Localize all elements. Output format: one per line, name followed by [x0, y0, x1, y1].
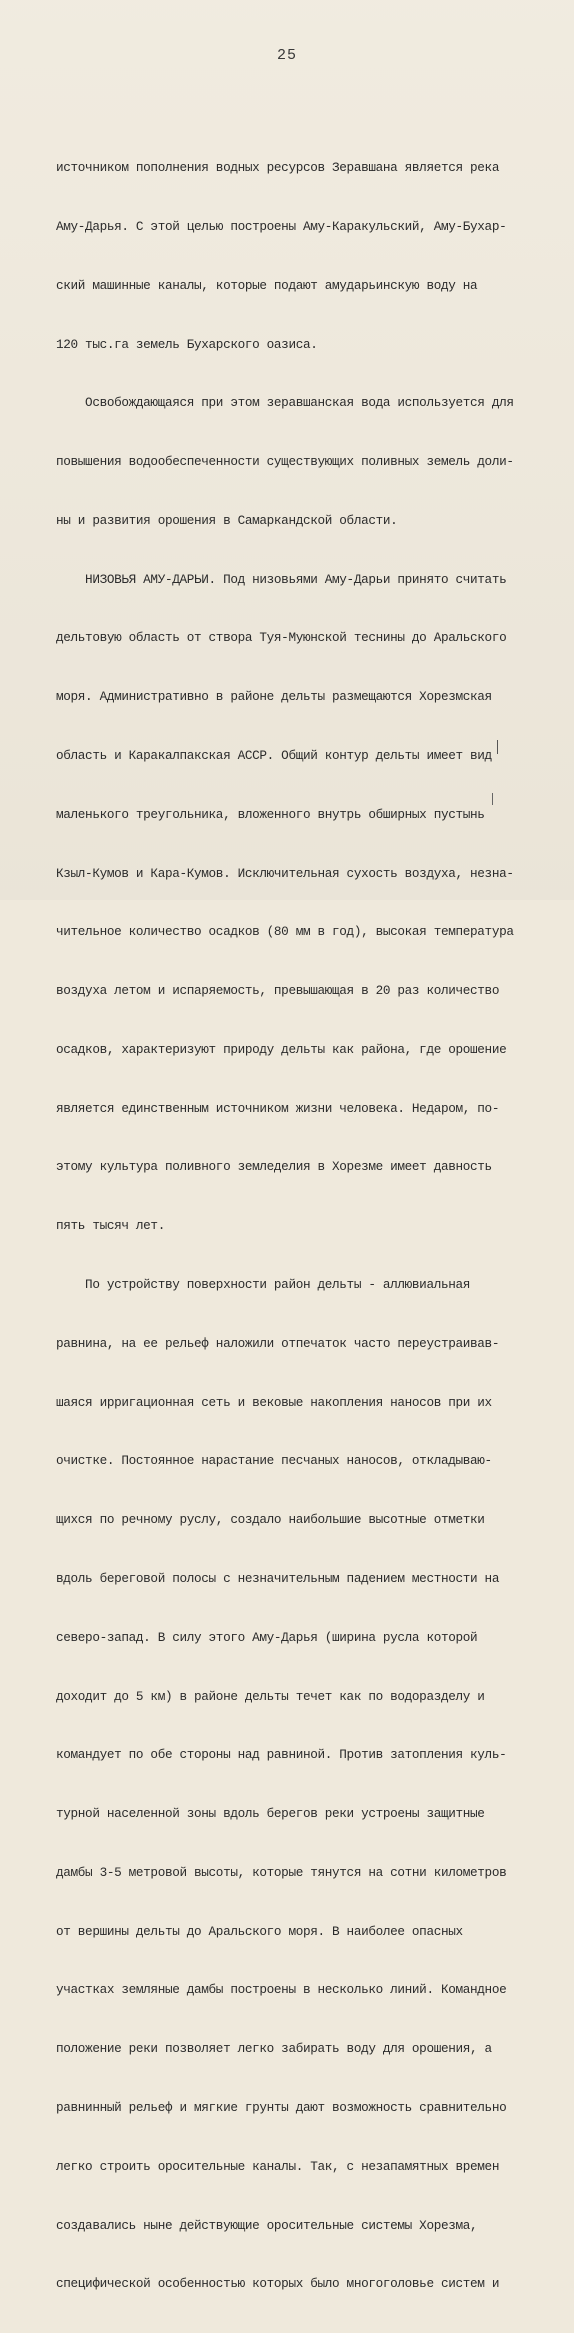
text-line: маленького треугольника, вложенного внутрь обширных пустынь	[56, 806, 485, 822]
text-line: командует по обе стороны над равниной. Против затопления куль-	[56, 1747, 507, 1763]
text-line: источником пополнения водных ресурсов Зеравшана является река	[56, 160, 500, 176]
text-line: ны и развития орошения в Самаркандской области.	[56, 512, 398, 528]
text-line: 120 тыс.га земель Бухарского оазиса.	[56, 336, 318, 352]
text-line: повышения водообеспеченности существующих поливных земель доли-	[56, 454, 514, 470]
text-line: равнинный рельеф и мягкие грунты дают возможность сравнительно	[56, 2099, 507, 2115]
text-line: является единственным источником жизни человека. Недаром, по-	[56, 1100, 500, 1116]
text-line: шаяся ирригационная сеть и вековые накопления наносов при их	[56, 1394, 492, 1410]
page-number: 25	[276, 47, 297, 64]
text-line: Аму-Дарья. С этой целью построены Аму-Каракульский, Аму-Бухар-	[56, 218, 507, 234]
text-line: вдоль береговой полосы с незначительным падением местности на	[56, 1570, 500, 1586]
text-line: НИЗОВЬЯ АМУ-ДАРЬИ. Под низовьями Аму-Дарьи принято считать	[56, 571, 507, 587]
text-line: положение реки позволяет легко забирать воду для орошения, а	[56, 2041, 492, 2057]
text-line: щихся по речному руслу, создало наибольшие высотные отметки	[56, 1512, 485, 1528]
text-line: легко строить оросительные каналы. Так, с незапамятных времен	[56, 2158, 500, 2174]
text-line: очистке. Постоянное нарастание песчаных наносов, откладываю-	[56, 1453, 492, 1469]
text-line: пять тысяч лет.	[56, 1218, 165, 1234]
text-line: дамбы 3-5 метровой высоты, которые тянутся на сотни километров	[56, 1864, 507, 1880]
text-line: воздуха летом и испаряемость, превышающая в 20 раз количество	[56, 983, 500, 999]
text-line: турной населенной зоны вдоль берегов реки устроены защитные	[56, 1806, 485, 1822]
text-line: дельтовую область от створа Туя-Муюнской теснины до Аральского	[56, 630, 507, 646]
text-line: участках земляные дамбы построены в несколько линий. Командное	[56, 1982, 507, 1998]
text-line: Освобождающаяся при этом зеравшанская вода используется для	[56, 395, 514, 411]
text-line: область и Каракалпакская АССР. Общий контур дельты имеет вид	[56, 748, 492, 763]
text-line: от вершины дельты до Аральского моря. В наиболее опасных	[56, 1923, 463, 1939]
body-text	[56, 119, 556, 2333]
text-line: специфической особенностью которых было многоголовье систем и	[56, 2276, 500, 2292]
text-line: чительное количество осадков (80 мм в год), высокая температура	[56, 924, 514, 940]
text-line: По устройству поверхности район дельты - аллювиальная	[56, 1277, 471, 1293]
text-line: Кзыл-Кумов и Кара-Кумов. Исключительная сухость воздуха, незна-	[56, 865, 514, 881]
margin-mark	[497, 740, 498, 754]
text-line: ский машинные каналы, которые подают амударьинскую воду на	[56, 277, 478, 293]
margin-mark	[492, 793, 493, 805]
text-line: моря. Административно в районе дельты размещаются Хорезмская	[56, 689, 492, 705]
text-line: осадков, характеризуют природу дельты как района, где орошение	[56, 1041, 507, 1057]
text-line: создавались ныне действующие оросительные системы Хорезма,	[56, 2217, 478, 2233]
text-line: этому культура поливного земледелия в Хорезме имеет давность	[56, 1159, 492, 1175]
text-line: доходит до 5 км) в районе дельты течет как по водоразделу и	[56, 1688, 485, 1704]
text-line: северо-запад. В силу этого Аму-Дарья (ширина русла которой	[56, 1629, 478, 1645]
text-line: равнина, на ее рельеф наложили отпечаток часто переустраивав-	[56, 1335, 500, 1351]
